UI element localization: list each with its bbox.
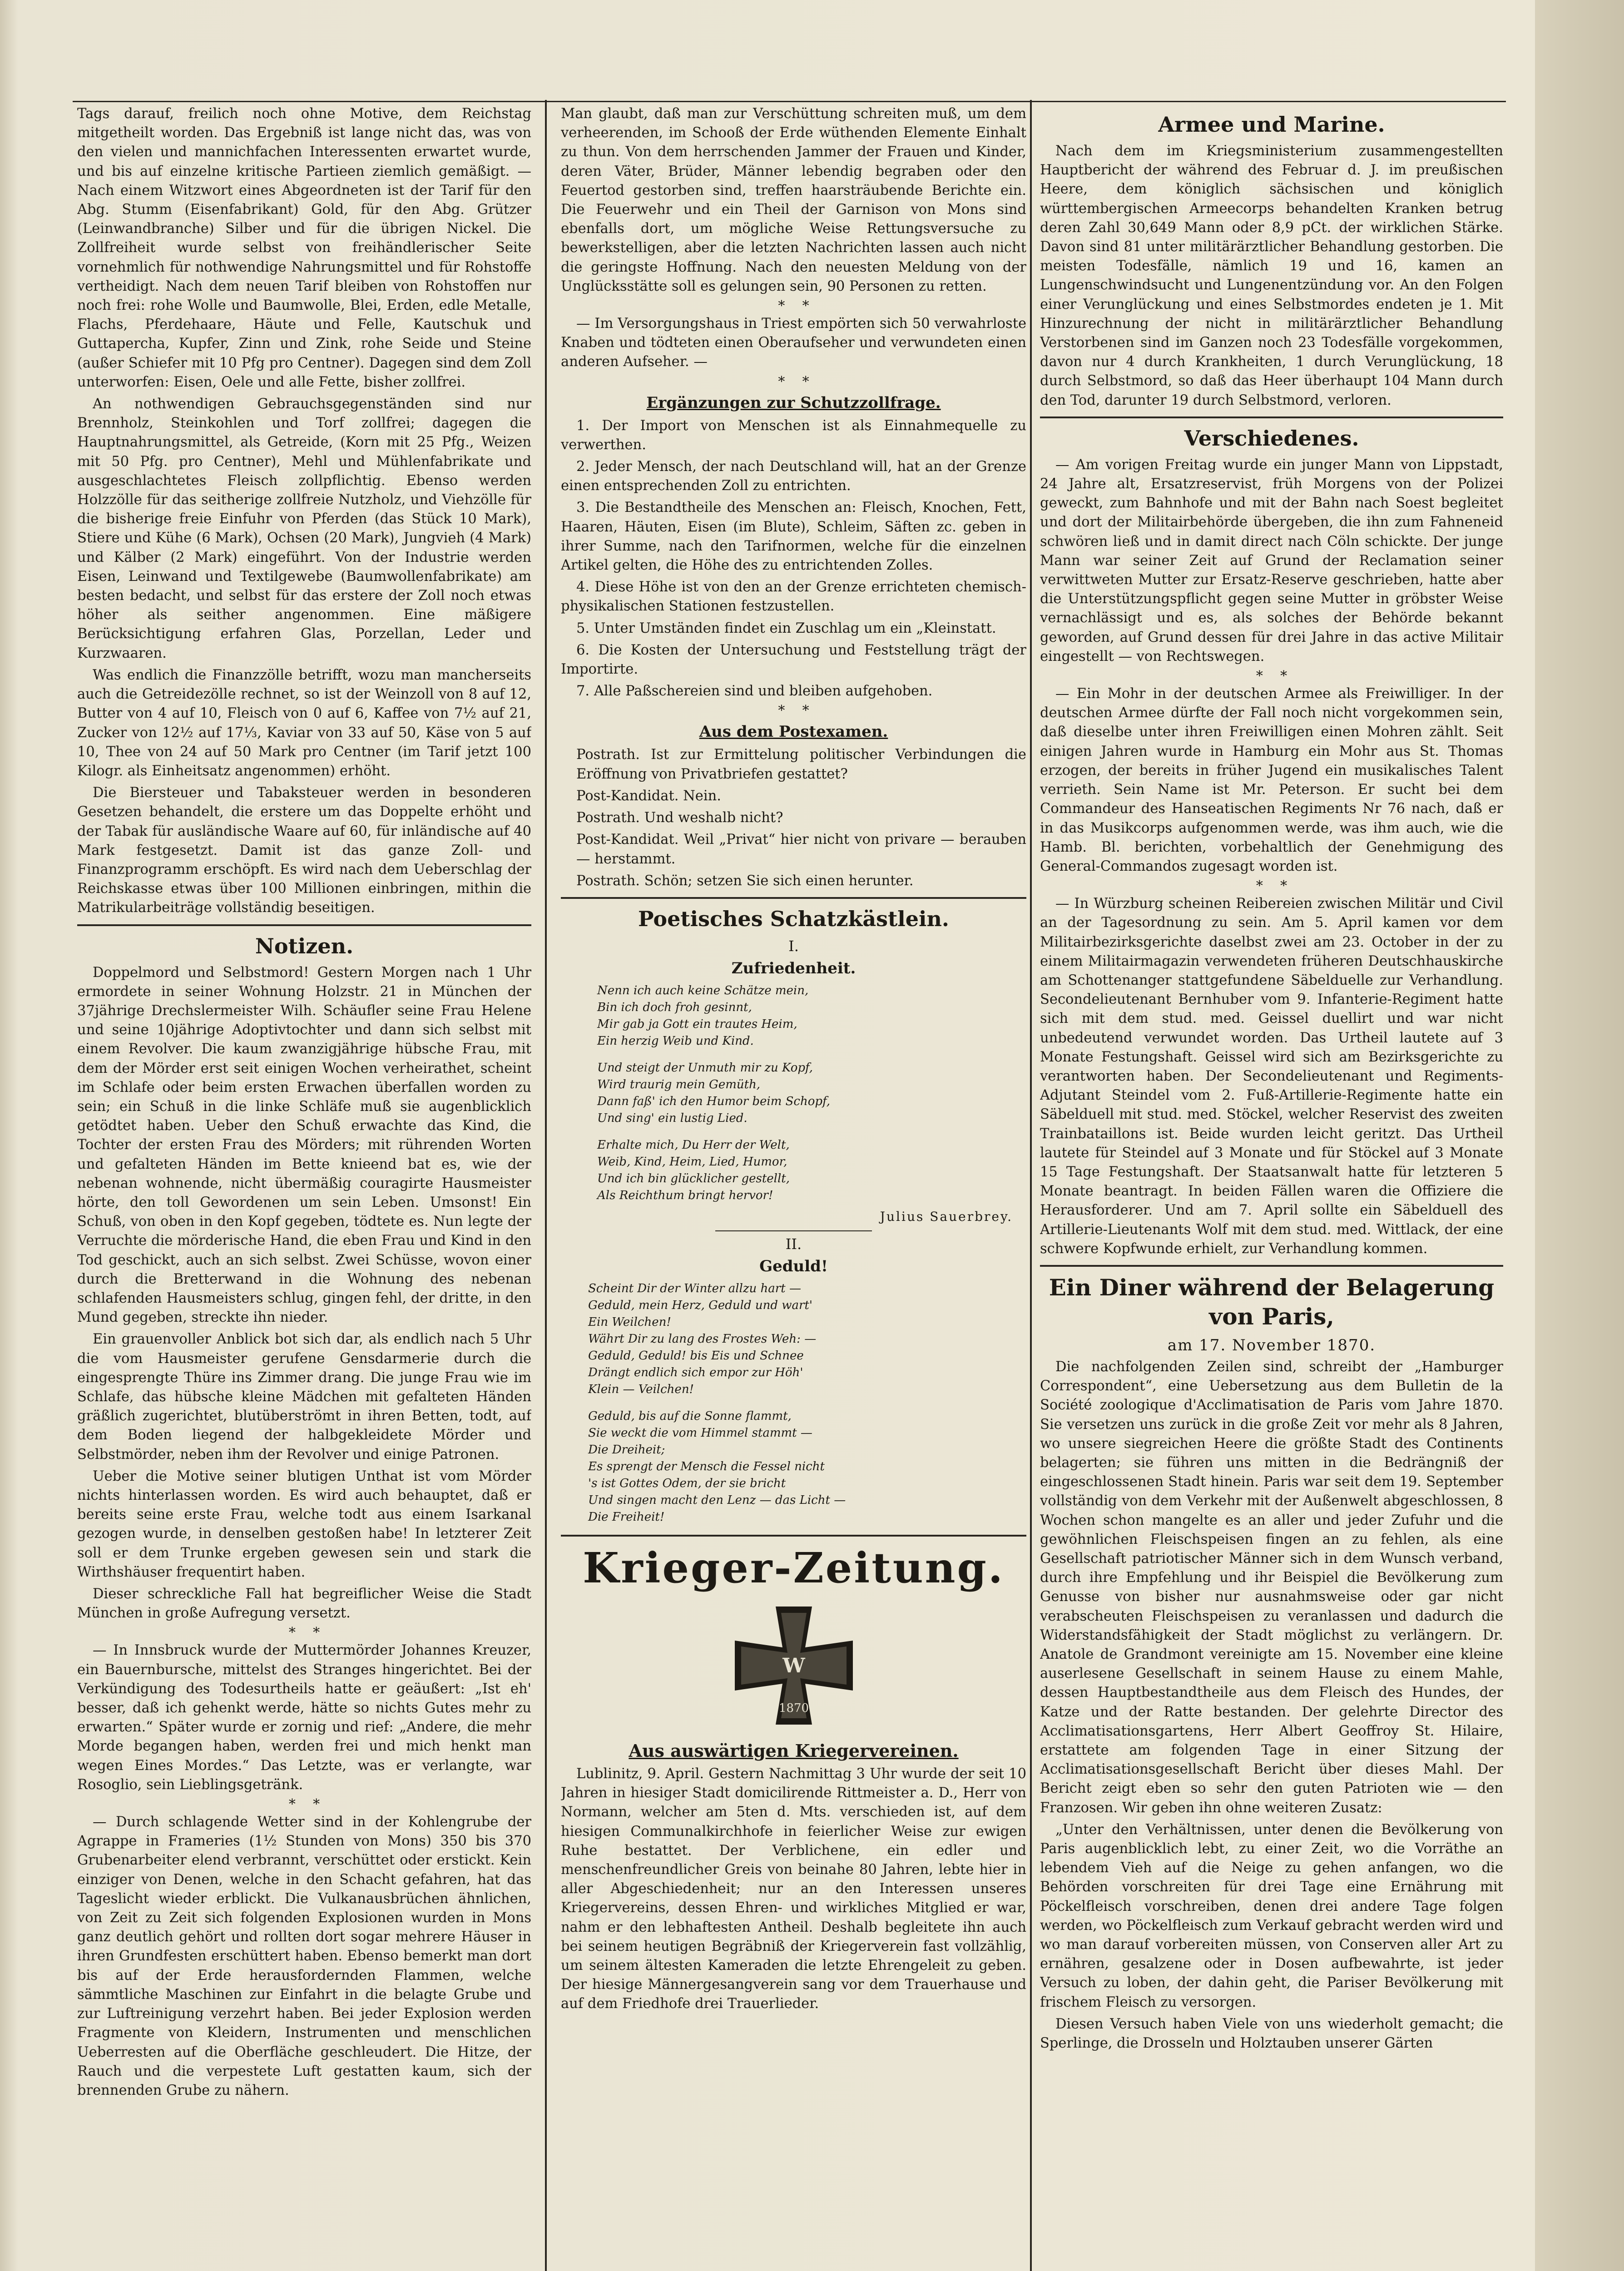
poem-line: Erhalte mich, Du Herr der Welt, <box>597 1138 790 1152</box>
poem-line: Weib, Kind, Heim, Lied, Humor, <box>597 1155 787 1169</box>
stanza-gap <box>597 1127 1026 1137</box>
poem-line: Und steigt der Unmuth mir zu Kopf, <box>597 1061 813 1075</box>
poem <box>588 1280 1026 1526</box>
section-rule <box>561 897 1026 899</box>
article-paragraph: Tags darauf, freilich noch ohne Motive, dem Reichstag mitgetheilt worden. Das Ergebniß ist lange nicht das, was von den vielen und mannichfachen Interessenten erwartet wurde, und bis auf einzelne kritische Partieen ziemlich gemäßigt. — Nach einem Witzwort eines Abgeordneten ist der Tarif für den Abg. Stumm (Eisenfabrikant) Gold, für den Abg. Grützer (Leinwandbranche) Silber und für die übrigen Nickel. Die Zollfreiheit wurde selbst von freihändlerischer Seite vornehmlich für nothwendige Nahrungsmittel und für Rohstoffe vertheidigt. Nach dem neuen Tarif bleiben von Rohstoffen nur noch frei: rohe Wolle und Baumwolle, Blei, Erden, edle Metalle, Flachs, Pferdehaare, Häute und Felle, Kautschuk und Guttapercha, Kupfer, Zinn und Zink, rohe Seide und Steine (außer Schiefer mit 10 Pfg pro Centner). Dagegen sind dem Zoll unterworfen: Eisen, Oele und alle Fette, bisher zollfrei. <box>77 106 531 390</box>
cross-letter: W <box>782 1654 805 1677</box>
stanza-gap <box>597 1050 1026 1060</box>
heading-postexamen: Aus dem Postexamen. <box>699 723 888 741</box>
section-rule <box>1040 417 1503 418</box>
article-paragraph: Diesen Versuch haben Viele von uns wiederholt gemacht; die Sperlinge, die Drosseln und Holztauben unserer Gärten <box>1040 2016 1503 2052</box>
section-heading-armee: Armee und Marine. <box>1158 112 1385 137</box>
column-rule <box>1030 100 1032 2271</box>
poem-title: Zufriedenheit. <box>731 959 856 977</box>
cross-year: 1870 <box>778 1701 809 1715</box>
iron-cross-emblem <box>561 1597 1026 1734</box>
poem-line: Und sing' ein lustig Lied. <box>597 1111 748 1125</box>
list-item: 2. Jeder Mensch, der nach Deutschland will, hat an der Grenze einen entsprechenden Zoll zu entrichten. <box>561 459 1026 494</box>
poem-number: I. <box>788 937 799 955</box>
poem-line: Sie weckt die vom Himmel stammt — <box>588 1426 812 1440</box>
poem-title: Geduld! <box>759 1257 828 1275</box>
poem-line: Nenn ich auch keine Schätze mein, <box>597 983 809 997</box>
column-2 <box>561 104 1026 2271</box>
list-item: 7. Alle Paßschereien sind und bleiben aufgehoben. <box>576 683 933 699</box>
section-rule <box>1040 1265 1503 1267</box>
separator-asterisks: * * <box>1256 668 1287 684</box>
poem-line: Die Freiheit! <box>588 1510 665 1524</box>
poem-line: Scheint Dir der Winter allzu hart — <box>588 1281 801 1295</box>
article-paragraph: Die nachfolgenden Zeilen sind, schreibt der „Hamburger Correspondent“, eine Uebersetzung aus dem Bulletin de la Société zoologique d'Acclimatisation de Paris vom Jahre 1870. Sie versetzen uns zurück in die große Zeit vor mehr als 8 Jahren, wo unsere siegreichen Heere die größte Stadt des Continents belagerten; sie führen uns mitten in die Bedrängniß der eingeschlossenen Stadt hinein. Paris war seit dem 19. September vollständig von dem Verkehr mit der Außenwelt abgeschlossen, 8 Wochen schon mangelte es an aller und jeder Zufuhr und die gewöhnlichen Fleischspeisen fingen an zu fehlen, als eine Gesellschaft patriotischer Männer sich in dem Wunsch verband, durch ihre Empfehlung und ihr Beispiel die Bevölkerung zum Genusse von bisher nur ausnahmsweise oder gar nicht verabscheuten Fleischspeisen zu veranlassen und dadurch die Widerstandsfähigkeit der Stadt möglichst zu verlängern. Dr. Anatole de Grandmont vereinigte am 15. November eine kleine auserlesene Gesellschaft in seinem Hause zu einem Mahle, dessen Hauptbestandtheile aus dem Fleisch des Hundes, der Katze und der Ratte bestanden. Der gelehrte Director des Acclimatisationsgartens, Herr Albert Geoffroy St. Hilaire, erstattete am folgenden Tage in einer Sitzung der Acclimatisationsgesellschaft Bericht über dieses Mahl. Der Bericht zeigt eben so sehr den guten Patrioten wie — den Franzosen. Wir geben ihn ohne weiteren Zusatz: <box>1040 1359 1503 1816</box>
article-paragraph: Nach dem im Kriegsministerium zusammengestellten Hauptbericht der während des Februar d. J. im preußischen Heere, dem königlich sächsischen und königlich württembergischen Armeecorps behandelten Kranken betrug deren Zahl 30,649 Mann oder 8,9 pCt. der wirklichen Stärke. Davon sind 81 unter militärärztlicher Behandlung gestorben. Die meisten Todesfälle, nämlich 19 und 16, kamen an Lungenschwindsucht und Lungenentzündung vor. An den Folgen einer Verunglückung und eines Selbstmordes endeten je 1. Mit Hinzurechnung der nicht in militärärztlicher Behandlung Verstorbenen sind im Ganzen noch 23 Todesfälle vorgekommen, davon nur 4 durch Krankheiten, 1 durch Verunglückung, 18 durch Selbstmord, so daß das Heer überhaupt 104 Mann durch den Tod, darunter 19 durch Selbstmord, verloren. <box>1040 143 1503 408</box>
article-paragraph: Doppelmord und Selbstmord! Gestern Morgen nach 1 Uhr ermordete in seiner Wohnung Holzstr. 21 in München der 37jährige Drechslermeister Wilh. Schäufler seine Frau Helene und seine 10jährige Adoptivtochter und dann sich selbst mit einem Revolver. Die kaum zwanzigjährige hübsche Frau, mit dem der Mörder erst seit einigen Wochen verheirathet, scheint im Schlafe oder beim ersten Erwachen überfallen worden zu sein; ein Schuß in die linke Schläfe muß sie augenblicklich getödtet haben. Ueber den Schuß erwachte das Kind, die Tochter der ersten Frau des Mörders; mit rührenden Worten und gefalteten Händen im Bette knieend bat es, wie der nebenan wohnende, nicht übermäßig couragirte Hausmeister hörte, den toll Gewordenen um sein Leben. Umsonst! Ein Schuß, von oben in den Kopf gegeben, tödtete es. Nun legte der Verruchte die mörderische Hand, die eben Frau und Kind in den Tod geschickt, auch an sich selbst. Zwei Schüsse, wovon einer durch die Bretterwand in die Wohnung des nebenan schlafenden Hausmeisters schlug, gingen fehl, der dritte, in den Mund gegeben, streckte ihn nieder. <box>77 964 531 1326</box>
poem-line: Als Reichthum bringt hervor! <box>597 1188 773 1202</box>
poem-line: Geduld, Geduld! bis Eis und Schnee <box>588 1349 804 1363</box>
article-paragraph: — In Würzburg scheinen Reibereien zwischen Militär und Civil an der Tagesordnung zu sein. Am 5. April kamen vor dem Militairbezirksgerichte daselbst zwei am 23. October in der zu einem Militairmagazin verwendeten früheren Deutschhauskirche am Schottenanger stattgefundene Säbelduelle zur Verhandlung. Secondelieutenant Bernhuber vom 9. Infanterie-Regiment hatte sich mit dem stud. med. Geissel duellirt und war nicht unbedeutend verwundet worden. Das Urtheil lautete auf 3 Monate Festungshaft. Geissel wird sich am Bezirksgerichte zu verantworten haben. Der Secondelieutenant und Regiments-Adjutant Steindel vom 2. Fuß-Artillerie-Regimente hatte ein Säbelduell mit stud. med. Stöckel, welcher Reservist des zweiten Trainbataillons ist. Beide wurden leicht geritzt. Das Urtheil lautete für Steindel auf 3 Monate und für Stöckel auf 3 Monate 15 Tage Festungshaft. Der Staatsanwalt hatte für letzteren 5 Monate beantragt. In beiden Fällen waren die Offiziere die Herausforderer. Und am 7. April sollte ein Säbelduell des Artillerie-Lieutenants Wolf mit dem stud. med. Wittlack, der eine schwere Kopfwunde erhielt, zur Verhandlung kommen. <box>1040 896 1503 1257</box>
column-1 <box>77 104 531 2271</box>
poem-line: 's ist Gottes Odem, der sie bricht <box>588 1476 786 1490</box>
stanza-gap <box>588 1398 1026 1408</box>
article-paragraph: An nothwendigen Gebrauchsgegenständen sind nur Brennholz, Steinkohlen und Torf zollfrei; dagegen die Hauptnahrungsmittel, als Getreide, (Korn mit 25 Pfg., Weizen mit 50 Pfg. pro Centner), Mehl und Mühlenfabrikate und ausgeschlachtetes Fleisch zollpflichtig. Ebenso werden Holzzölle für das seitherige zollfreie Nutzholz, und Viehzölle für die bisherige freie Einfuhr von Pferden (das Stück 10 Mark), Stiere und Kühe (6 Mark), Ochsen (20 Mark), Jungvieh (4 Mark) und Kälber (2 Mark) eingeführt. Von der Industrie werden Eisen, Leinwand und Textilgewebe (Baumwollenfabrikate) am besten bedacht, und selbst für das erstere der Zoll noch etwas höher als seither angenommen. Eine mäßigere Berücksichtigung erfahren Glas, Porzellan, Leder und Kurzwaaren. <box>77 396 531 661</box>
article-paragraph: Ein grauenvoller Anblick bot sich dar, als endlich nach 5 Uhr die vom Hausmeister gerufene Gensdarmerie durch die eingesprengte Thüre ins Zimmer drang. Die junge Frau wie im Schlafe, das hübsche kleine Mädchen mit gefalteten Händen gräßlich zugerichtet, blutüberströmt in ihren Betten, todt, auf dem Boden liegend der halbgekleidete Mörder und Selbstmörder, neben ihm der Revolver und einige Patronen. <box>77 1331 531 1463</box>
poem <box>597 982 1026 1204</box>
separator-asterisks: * * <box>778 298 809 314</box>
separator-asterisks: * * <box>288 1796 320 1813</box>
section-rule <box>561 1535 1026 1537</box>
poem-number: II. <box>785 1235 802 1253</box>
poem-line: Ein Weilchen! <box>588 1315 671 1329</box>
top-rule <box>73 101 1506 102</box>
list-item: 6. Die Kosten der Untersuchung und Feststellung trägt der Importirte. <box>561 642 1026 678</box>
article-paragraph: Die Biersteuer und Tabaksteuer werden in besonderen Gesetzen behandelt, die erstere um das Doppelte erhöht und der Tabak für ausländische Waare auf 60, für inländische auf 40 Mark festgesetzt. Damit ist das ganze Zoll- und Finanzprogramm erschöpft. Es wird nach dem Ueberschlag der Reichskasse etwas über 100 Millionen einbringen, mithin die Matrikularbeiträge vollständig beseitigen. <box>77 785 531 916</box>
diner-date: am 17. November 1870. <box>1167 1336 1376 1354</box>
section-heading-diner: Ein Diner während der Belagerung von Paris, <box>1049 1274 1495 1330</box>
heading-kriegervereine: Aus auswärtigen Kriegervereinen. <box>629 1740 959 1761</box>
list-item: 5. Unter Umständen findet ein Zuschlag um ein „Kleinstatt. <box>576 620 996 636</box>
poem-line: Wird traurig mein Gemüth, <box>597 1077 761 1091</box>
poem-line: Klein — Veilchen! <box>588 1382 694 1396</box>
dialog-line: Post-Kandidat. Weil „Privat“ hier nicht von privare — berauben — herstammt. <box>576 832 1026 867</box>
list-item: 4. Diese Höhe ist von den an der Grenze errichteten chemisch-physikalischen Stationen festzustellen. <box>561 579 1026 615</box>
poem-line: Geduld, bis auf die Sonne flammt, <box>588 1409 792 1423</box>
article-paragraph: „Unter den Verhältnissen, unter denen die Bevölkerung von Paris augenblicklich lebt, zu einer Zeit, wo die Vorräthe an lebendem Vieh auf die Neige zu gehen anfangen, wo die Behörden vorschreiten für drei Tage eine Ernährung mit Pöckelfleisch vorschreiben, denen drei andere Tage folgen werden, wo Pöckelfleisch zum Verkauf gebracht werden wird und wo man darauf vorbereiten müssen, von Conserven aller Art zu ernähren, gesalzene oder in Dosen aufbewahrte, ist jeder Versuch zu loben, der dahin geht, die Pariser Bevölkerung mit frischem Fleisch zu versorgen. <box>1040 1821 1503 2010</box>
poem-author: Julius Sauerbrey. <box>880 1209 1013 1224</box>
poem-line: Mir gab ja Gott ein trautes Heim, <box>597 1017 797 1031</box>
separator-asterisks: * * <box>1256 878 1287 894</box>
article-paragraph: Lublinitz, 9. April. Gestern Nachmittag 3 Uhr wurde der seit 10 Jahren in hiesiger Stadt domicilirende Rittmeister a. D., Herr von Normann, welcher am 5ten d. Mts. verschieden ist, auf dem hiesigen Communalkirchhofe in feierlicher Weise zur ewigen Ruhe bestattet. Der Verblichene, ein edler und menschenfreundlicher Greis von beinahe 80 Jahren, lebte hier in aller Abgeschiedenheit; nur an den Interessen unseres Kriegervereins, dessen Ehren- und wirkliches Mitglied er war, nahm er den lebhaftesten Antheil. Deshalb begleitete ihn auch bei seinem heutigen Begräbniß der Kriegerverein fast vollzählig, um seinem ältesten Kameraden die letzte Ehrengeleit zu geben. Der hiesige Männergesangverein sang vor dem Trauerhause und auf dem Friedhofe drei Trauerlieder. <box>561 1765 1026 2012</box>
section-rule <box>77 924 531 926</box>
separator-asterisks: * * <box>288 1625 320 1641</box>
poem-line: Bin ich doch froh gesinnt, <box>597 1000 752 1014</box>
iron-cross-icon <box>726 1597 862 1734</box>
poem-line: Drängt endlich sich empor zur Höh' <box>588 1365 803 1379</box>
section-heading-notizen: Notizen. <box>255 933 354 958</box>
section-heading-poetisches: Poetisches Schatzkästlein. <box>638 906 949 931</box>
dialog-line: Postrath. Ist zur Ermittelung politischer Verbindungen die Eröffnung von Privatbriefen gestattet? <box>576 747 1026 782</box>
dialog-line: Post-Kandidat. Nein. <box>576 788 721 804</box>
article-paragraph: — Am vorigen Freitag wurde ein junger Mann von Lippstadt, 24 Jahre alt, Ersatzreservist, früh Morgens von der Polizei geweckt, zum Bahnhofe und mit der Bahn nach Soest begleitet und dort der Militairbehörde übergeben, die ihn zum Fahneneid schwören ließ und in damit direct nach Cöln schickte. Der junge Mann war seiner Zeit auf Grund der Reclamation seiner verwittweten Mutter zur Ersatz-Reserve geschrieben, hatte aber die Unterstützungspflicht gegen seine Mutter in gröbster Weise vernachlässigt und es, als solches der Behörde bekannt geworden, auf Grund dessen für drei Jahre in das active Militair eingestellt — von Rechtswegen. <box>1040 456 1503 664</box>
separator-asterisks: * * <box>778 373 809 390</box>
list-item: 1. Der Import von Menschen ist als Einnahmequelle zu verwerthen. <box>561 417 1026 453</box>
article-paragraph: — Im Versorgungshaus in Triest empörten sich 50 verwahrloste Knaben und tödteten einen Oberaufseher und verwundeten einen anderen Aufseher. — <box>561 316 1026 370</box>
binding-gutter <box>1535 0 1624 2271</box>
article-paragraph: — In Innsbruck wurde der Muttermörder Johannes Kreuzer, ein Bauernbursche, mittelst des Stranges hingerichtet. Bei der Verkündigung des Todesurtheils hatte er geäußert: „Ist eh' besser, daß ich gehenkt werde, hätte so nichts Gutes mehr zu erwarten.“ Später wurde er zornig und rief: „Andere, die mehr Morde begangen haben, werden frei und mich henkt man wegen Eines Mordes.“ Das Letzte, was er verlangte, war Rosoglio, sein Lieblingsgetränk. <box>77 1642 531 1793</box>
poem-line: Es sprengt der Mensch die Fessel nicht <box>588 1459 825 1473</box>
dialog-line: Postrath. Schön; setzen Sie sich einen herunter. <box>576 873 914 889</box>
poem-line: Und singen macht den Lenz — das Licht — <box>588 1493 846 1507</box>
heading-schutzzollfrage: Ergänzungen zur Schutzzollfrage. <box>646 393 941 412</box>
masthead-krieger-zeitung: Krieger-Zeitung. <box>583 1543 1005 1592</box>
list-item: 3. Die Bestandtheile des Menschen an: Fleisch, Knochen, Fett, Haaren, Häuten, Eisen (im Blute), Schleim, Säften zc. geben in ihrer Summe, nach den Tarifnormen, welche für die einzelnen Artikel gelten, die Höhe des zu entrichtenden Zolles. <box>561 500 1026 574</box>
article-paragraph: Ueber die Motive seiner blutigen Unthat ist vom Mörder nichts hinterlassen worden. Es wird auch behauptet, daß er bereits seine erste Frau, welche todt aus einem Isarkanal gezogen wurde, in denselben gestoßen habe! In letzterer Zeit soll er dem Trunke ergeben gewesen sein und stark die Wirthshäuser frequentirt haben. <box>77 1468 531 1580</box>
article-paragraph: — Ein Mohr in der deutschen Armee als Freiwilliger. In der deutschen Armee dürfte der Fall noch nicht vorgekommen sein, daß dieselbe unter ihren Freiwilligen einen Mohren zählt. Seit einigen Jahren wurde in Hamburg ein Mohr aus St. Thomas erzogen, der bereits in früher Jugend ein musikalisches Talent verrieth. Sein Name ist Mr. Peterson. Er sucht bei dem Commandeur des Hanseatischen Regiments Nr 76 nach, daß er in das Musikcorps aufgenommen werde, was ihm auch, wie die Hamb. Bl. berichten, vorbehaltlich der Genehmigung des General-Commandos zugesagt worden ist. <box>1040 686 1503 874</box>
poem-line: Währt Dir zu lang des Frostes Weh: — <box>588 1332 817 1346</box>
separator-asterisks: * * <box>778 703 809 719</box>
article-paragraph: Man glaubt, daß man zur Verschüttung schreiten muß, um dem verheerenden, im Schooß der Erde wüthenden Elemente Einhalt zu thun. Von dem herrschenden Jammer der Frauen und Kinder, deren Väter, Brüder, Männer lebendig begraben oder den Feuertod gestorben sind, treffen haarsträubende Berichte ein. Die Feuerwehr und ein Theil der Garnison von Mons sind ebenfalls dort, um mögliche Weise Rettungsversuche zu bewerkstelligen, aber die letzten Nachrichten lassen auch nicht die geringste Hoffnung. Nach den neuesten Meldung von der Unglücksstätte soll es gelungen sein, 90 Personen zu retten. <box>561 106 1026 294</box>
poem-line: Ein herzig Weib und Kind. <box>597 1034 754 1048</box>
dialog-line: Postrath. Und weshalb nicht? <box>576 810 783 826</box>
dialog-block <box>561 745 1026 890</box>
article-paragraph: Dieser schreckliche Fall hat begreiflicher Weise die Stadt München in große Aufregung versetzt. <box>77 1586 531 1621</box>
section-heading-verschiedenes: Verschiedenes. <box>1184 426 1359 451</box>
poem-line: Die Dreiheit; <box>588 1443 665 1457</box>
article-paragraph: Was endlich die Finanzzölle betrifft, wozu man mancherseits auch die Getreidezölle rechnet, so ist der Weinzoll von 8 auf 12, Butter von 4 auf 10, Fleisch von 0 auf 6, Kaffee von 7½ auf 21, Zucker von 12½ auf 17⅓, Kaviar von 33 auf 50, Käse von 5 auf 10, Thee von 24 auf 50 Mark pro Centner (im Tarif jetzt 100 Kilogr. als Einheitsatz angenommen) erhöht. <box>77 667 531 779</box>
column-rule <box>545 100 547 2271</box>
poem-line: Geduld, mein Herz, Geduld und wart' <box>588 1298 813 1312</box>
column-3 <box>1040 104 1503 2271</box>
poem-line: Und ich bin glücklicher gestellt, <box>597 1171 790 1185</box>
poem-line: Dann faß' ich den Humor beim Schopf, <box>597 1094 830 1108</box>
article-paragraph: — Durch schlagende Wetter sind in der Kohlengrube der Agrappe in Frameries (1½ Stunden von Mons) 350 bis 370 Grubenarbeiter elend verbrannt, verschüttet oder erstickt. Kein einziger von Denen, welche in den Schacht gefahren, hat das Tageslicht wieder erblickt. Die Vulkanausbrüchen ähnlichen, von Zeit zu Zeit sich folgenden Explosionen wurden in Mons ganz deutlich gehört und rollten dort sogar mehrere Häuser in ihren Grundfesten erschüttert haben. Ebenso bemerkt man dort bis auf der Erde herausfordernden Flammen, welche sämmtliche Maschinen zur Einfahrt in die belagte Grube und zur Luftreinigung verzehrt haben. Bei jeder Explosion werden Fragmente von Kleidern, Instrumenten und menschlichen Ueberresten auf die Oberfläche geschleudert. Die Hitze, der Rauch und die verpestete Luft gestatten kaum, sich der brennenden Grube zu nähern. <box>77 1814 531 2098</box>
short-rule <box>715 1230 872 1231</box>
